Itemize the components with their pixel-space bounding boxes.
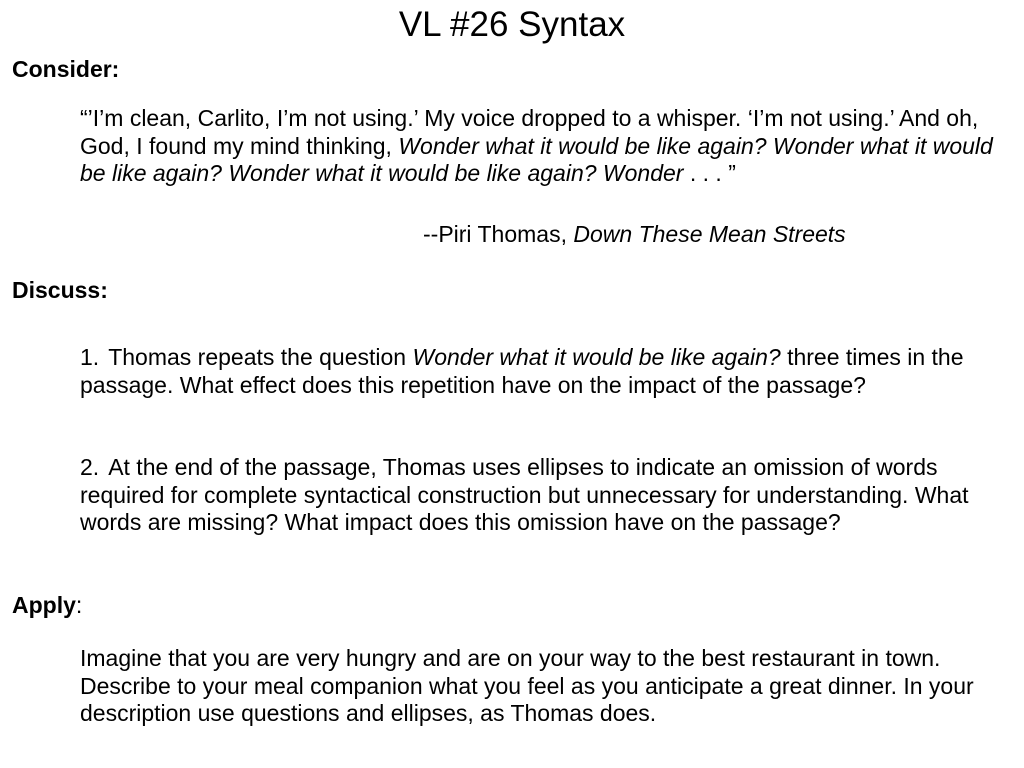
quote-italic-text: Wonder what it would be like again? Wonder what it would be like again? Wonder what it would be like again? Wonder [80,132,993,186]
question-number: 2. [80,454,100,480]
quote-ending: . . . ” [683,160,736,186]
apply-prompt: Imagine that you are very hungry and are on your way to the best restaurant in town. Describe to your meal companion what you feel as you anticipate a great dinner. In your description use questions and ellipses, as Thomas does. [80,645,974,726]
question-text: Thomas repeats the question [108,344,413,370]
quote-attribution [423,221,846,248]
question-number: 1. [80,344,100,370]
apply-heading [12,592,82,619]
apply-heading-colon: : [75,592,83,618]
discussion-question-1 [80,344,1020,399]
question-text: At the end of the passage, Thomas uses ellipses to indicate an omission of words required for complete syntactical construction but unnecessary for understanding. What words are missing? What impact does this omission have on the passage? [80,454,969,535]
question-italic-text: Wonder what it would be like again? [412,344,781,370]
attribution-source: Down These Mean Streets [573,221,846,247]
consider-heading: Consider: [12,56,120,82]
quote-text: “’I’m clean, Carlito, I’m not using.’ My voice dropped to a whisper. ‘I’m not using.’ And oh, God, I found my mind thinking, [80,105,979,159]
attribution-author: --Piri Thomas, [423,221,574,247]
page-title: VL #26 Syntax [398,5,626,44]
discussion-question-2 [80,454,1020,537]
quote-passage [80,105,1020,188]
discuss-heading: Discuss: [12,277,108,303]
apply-heading-label: Apply [12,592,76,618]
question-text-continued: three times in the passage. What effect does this repetition have on the impact of the passage? [80,344,964,398]
